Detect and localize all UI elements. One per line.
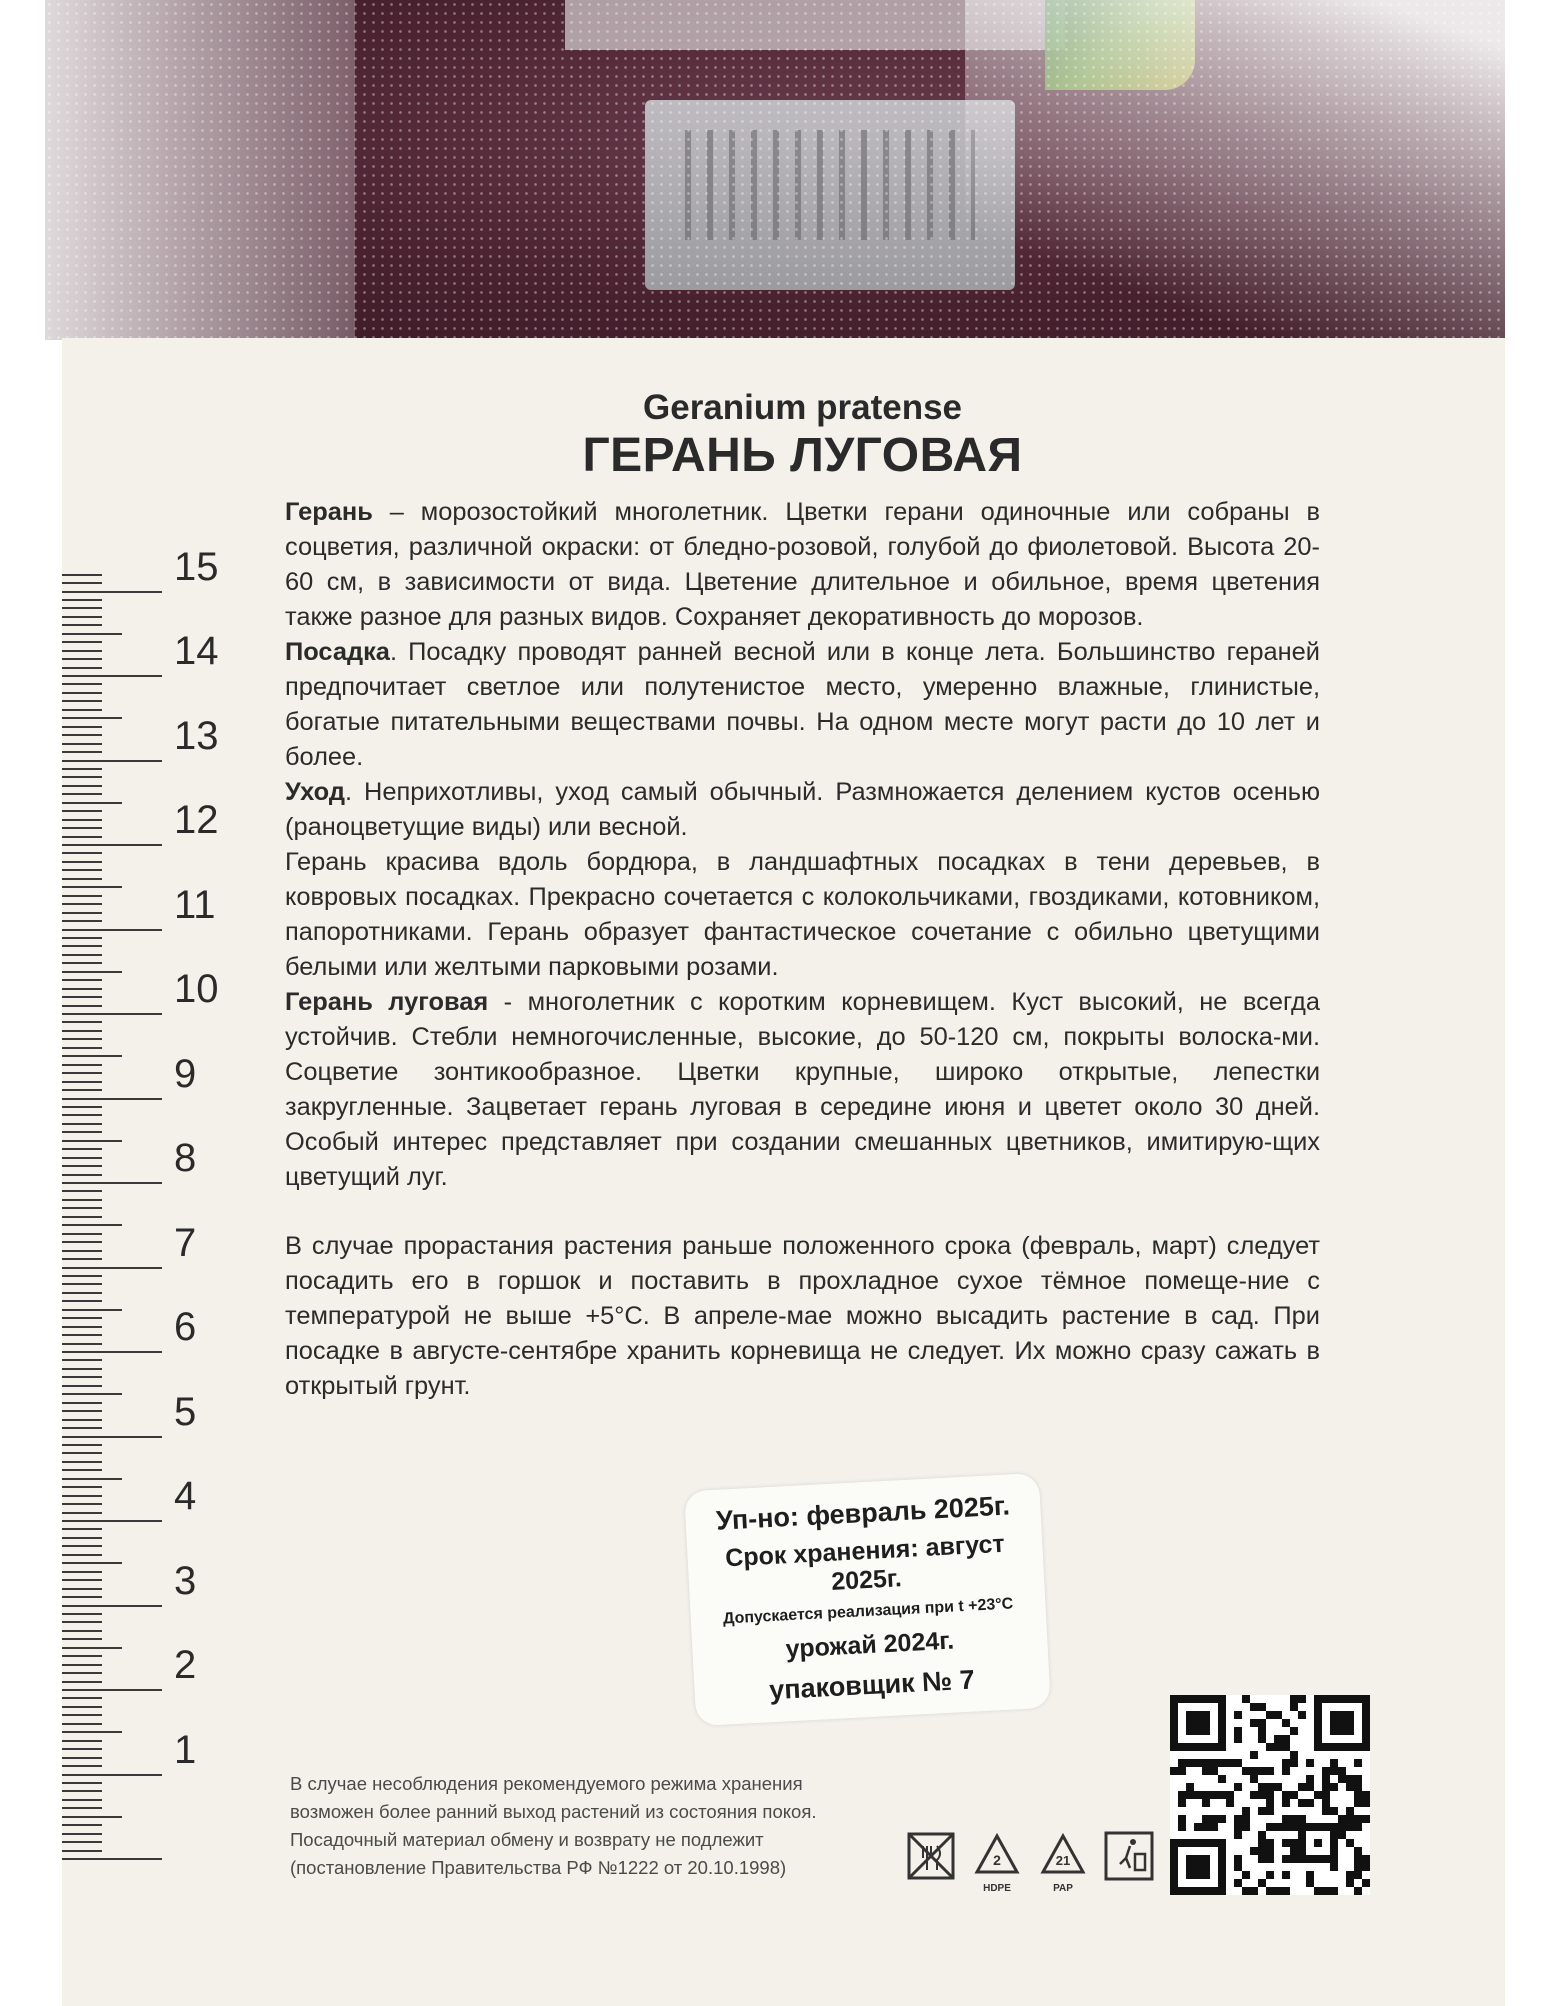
ruler-tick	[62, 607, 102, 609]
hdpe-number: 2	[993, 1852, 1001, 1868]
ruler-tick	[62, 1190, 102, 1192]
ruler-tick	[62, 1681, 102, 1683]
ruler-tick	[62, 1368, 102, 1370]
ruler-tick	[62, 1486, 102, 1488]
ruler-number: 8	[174, 1136, 197, 1180]
ruler-tick	[62, 886, 122, 888]
ruler-tick	[62, 734, 102, 736]
ruler-tick	[62, 574, 102, 576]
ruler-tick	[62, 760, 162, 762]
ruler-tick	[62, 1292, 102, 1294]
ruler-tick	[62, 1503, 102, 1505]
paragraph-species-text: - многолетник с коротким корневищем. Куст высокий, не всегда устойчив. Стебли немногочисленные, высокие, до 50-120 см, покрыты волоска-ми. Соцветие зонтикообразное. Цветки крупные, широко открытые, лепестки закругленные. Зацветает герань луговая в середине июня и цветет около 30 дней. Особый интерес представляет при создании смешанных цветников, имитирую-щих цветущий луг.	[285, 988, 1320, 1191]
ruler-tick	[62, 1131, 102, 1133]
ruler-tick	[62, 1765, 102, 1767]
ruler-tick	[62, 1638, 102, 1640]
ruler-tick	[62, 1621, 102, 1623]
ruler-tick	[62, 591, 162, 593]
ruler-tick	[62, 1376, 102, 1378]
ruler-tick	[62, 700, 102, 702]
ruler-tick	[62, 1452, 102, 1454]
ruler-tick	[62, 1461, 102, 1463]
ruler-tick	[62, 836, 102, 838]
ruler-tick	[62, 1807, 102, 1809]
ruler-tick	[62, 1824, 102, 1826]
ruler-number: 6	[174, 1305, 197, 1349]
ruler-tick	[62, 768, 102, 770]
ruler-tick	[62, 1309, 122, 1311]
ruler-tick	[62, 1140, 122, 1142]
ruler-tick	[62, 1207, 102, 1209]
paragraph-intro	[285, 495, 1320, 635]
ruler-tick	[62, 667, 102, 669]
ruler-tick	[62, 1199, 102, 1201]
ruler-tick	[62, 683, 102, 685]
ruler-tick	[62, 1233, 102, 1235]
ruler-tick	[62, 1174, 102, 1176]
recycle-pap-icon	[1037, 1830, 1089, 1894]
footer-line: В случае несоблюдения рекомендуемого режима хранения	[290, 1773, 803, 1794]
ruler-tick	[62, 1182, 162, 1184]
footer-line: возможен более ранний выход растений из состояния покоя.	[290, 1801, 817, 1822]
term-ukhod: Уход	[285, 778, 345, 806]
ruler-tick	[62, 1790, 102, 1792]
ruler-tick	[62, 1596, 102, 1598]
ruler-tick	[62, 624, 102, 626]
ruler-tick	[62, 1706, 102, 1708]
paragraph-spacer	[285, 1195, 1320, 1229]
ruler-number: 15	[174, 544, 219, 589]
legal-footer	[290, 1770, 910, 1882]
ruler-tick	[62, 1393, 122, 1395]
ruler-tick	[62, 1520, 162, 1522]
ruler-number: 11	[174, 882, 216, 927]
ruler-tick	[62, 1478, 122, 1480]
paragraph-intro-text: – морозостойкий многолетник. Цветки герани одиночные или собраны в соцветия, различной окраски: от бледно-розовой, голубой до фиолетовой. Высота 20-60 см, в зависимости от вида. Цветение длительное и обильное, время цветения также разное для разных видов. Сохраняет декоративность до морозов.	[285, 498, 1320, 631]
ruler-scale	[62, 338, 219, 2006]
term-gerany: Герань	[285, 498, 373, 526]
ruler-tick	[62, 1326, 102, 1328]
paragraph-planting-text: . Посадку проводят ранней весной или в конце лета. Большинство гераней предпочитает светлое или полутенистое место, умеренно влажные, глинистые, богатые питательными веществами почвы. На одном месте могут расти до 10 лет и более.	[285, 638, 1320, 771]
latin-name: Geranium pratense	[643, 388, 962, 427]
ruler-tick	[62, 1782, 102, 1784]
ruler-tick	[62, 1512, 102, 1514]
ruler-tick	[62, 1495, 102, 1497]
ruler-number: 3	[174, 1558, 197, 1603]
ruler-tick	[62, 1774, 162, 1776]
ruler-tick	[62, 1731, 122, 1733]
ruler-tick	[62, 1334, 102, 1336]
ruler-tick	[62, 903, 102, 905]
ruler-tick	[62, 1571, 102, 1573]
ruler-tick	[62, 1714, 102, 1716]
ruler-tick	[62, 1114, 102, 1116]
ruler-tick	[62, 1165, 102, 1167]
ruler-tick	[62, 1697, 102, 1699]
ruler-tick	[62, 1605, 162, 1607]
ruler-tick	[62, 743, 102, 745]
ruler-tick	[62, 1216, 102, 1218]
ruler-tick	[62, 810, 102, 812]
hdpe-caption: HDPE	[983, 1883, 1011, 1894]
pap-number: 21	[1055, 1853, 1071, 1868]
ruler-tick	[62, 582, 102, 584]
ruler-tick	[62, 599, 102, 601]
paragraph-species	[285, 985, 1320, 1195]
ruler-number: 13	[174, 713, 219, 758]
term-posadka: Посадка	[285, 638, 390, 666]
ruler-number: 4	[174, 1474, 197, 1518]
ruler-tick	[62, 1038, 102, 1040]
ruler-tick	[62, 616, 102, 618]
ruler-tick	[62, 650, 102, 652]
ruler-tick	[62, 852, 102, 854]
ruler-tick	[62, 996, 102, 998]
ruler-tick	[62, 962, 102, 964]
ruler-tick	[62, 1098, 162, 1100]
paragraph-early-sprouting: В случае прорастания растения раньше положенного срока (февраль, март) следует посадить его в горшок и поставить в прохладное сухое тёмное помеще-ние с температурой не выше +5°С. В апреле-мае можно высадить растение в сад. При посадке в августе-сентябре хранить корневища не следует. Их можно сразу сажать в открытый грунт.	[285, 1232, 1320, 1400]
ruler-tick	[62, 929, 162, 931]
ruler-tick	[62, 1833, 102, 1835]
ruler-tick	[62, 675, 162, 677]
ruler-tick	[62, 1359, 102, 1361]
ruler-tick	[62, 945, 102, 947]
ruler-tick	[62, 1436, 162, 1438]
ruler-number: 2	[174, 1643, 197, 1687]
ruler-tick	[62, 1275, 102, 1277]
ruler-tick	[62, 1630, 102, 1632]
ruler-tick	[62, 1469, 102, 1471]
ruler-tick	[62, 1013, 162, 1015]
ruler-tick	[62, 920, 102, 922]
ruler-tick	[62, 1089, 102, 1091]
ruler-tick	[62, 1064, 102, 1066]
footer-line: Посадочный материал обмену и возврату не подлежит	[290, 1829, 764, 1850]
ruler-tick	[62, 1723, 102, 1725]
ruler-tick	[62, 1419, 102, 1421]
ruler-tick	[62, 1588, 102, 1590]
ruler-tick	[62, 1123, 102, 1125]
ruler-tick	[62, 641, 102, 643]
ruler-number: 7	[174, 1220, 197, 1265]
ruler-tick	[62, 692, 102, 694]
ruler-tick	[62, 802, 122, 804]
ruler-tick	[62, 1081, 102, 1083]
ruler-tick	[62, 1850, 102, 1852]
ruler-tick	[62, 1689, 162, 1691]
packer-number: упаковщик № 7	[768, 1664, 976, 1706]
description-body	[285, 495, 1320, 1404]
ruler-tick	[62, 1757, 102, 1759]
trash-bin-icon	[1103, 1830, 1155, 1882]
ruler-tick	[62, 776, 102, 778]
ruler-tick	[62, 1030, 102, 1032]
ruler-tick	[62, 1283, 102, 1285]
packed-date: Уп-но: февраль 2025г.	[715, 1490, 1011, 1536]
ruler-tick	[62, 751, 102, 753]
main-content	[285, 388, 1320, 1404]
packaging-icons	[905, 1830, 1155, 1894]
ruler-tick	[62, 1545, 102, 1547]
ruler-number: 10	[174, 967, 219, 1011]
ruler-tick	[62, 895, 102, 897]
harvest-year: урожай 2024г.	[784, 1626, 955, 1664]
ruler-tick	[62, 1317, 102, 1319]
ruler-tick	[62, 1816, 122, 1818]
ruler-tick	[62, 1410, 102, 1412]
ruler-tick	[62, 1655, 102, 1657]
ruler-tick	[62, 1579, 102, 1581]
ruler-tick	[62, 937, 102, 939]
ruler-tick	[62, 844, 162, 846]
pap-caption: PAP	[1053, 1883, 1073, 1894]
ruler-tick	[62, 878, 102, 880]
ruler-tick	[62, 1748, 102, 1750]
ruler-tick	[62, 1351, 162, 1353]
ruler-tick	[62, 1613, 102, 1615]
ruler-tick	[62, 1858, 162, 1860]
ruler-tick	[62, 785, 102, 787]
paragraph-care-text: . Неприхотливы, уход самый обычный. Размножается делением кустов осенью (раноцветущие виды) или весной.	[285, 778, 1320, 841]
ruler-tick	[62, 1072, 102, 1074]
ruler-tick	[62, 1148, 102, 1150]
ruler-tick	[62, 1385, 102, 1387]
recycle-hdpe-icon	[971, 1830, 1023, 1894]
ruler-tick	[62, 1300, 102, 1302]
ruler-tick	[62, 1647, 122, 1649]
plastic-dot-texture	[45, 0, 1505, 340]
term-gerany-lugovaya: Герань луговая	[285, 988, 489, 1016]
ruler-tick	[62, 1528, 102, 1530]
ruler-tick	[62, 709, 102, 711]
ruler-tick	[62, 861, 102, 863]
ruler-tick	[62, 1224, 122, 1226]
ruler-number: 14	[174, 629, 219, 673]
ruler-tick	[62, 1250, 102, 1252]
ruler-tick	[62, 1021, 102, 1023]
ruler-number: 1	[174, 1727, 197, 1772]
ruler-tick	[62, 971, 122, 973]
date-stamp-label	[684, 1473, 1051, 1726]
ruler-tick	[62, 1055, 122, 1057]
russian-name: ГЕРАНЬ ЛУГОВАЯ	[582, 429, 1023, 482]
ruler-tick	[62, 1740, 102, 1742]
ruler-number: 9	[174, 1051, 197, 1096]
qr-code[interactable]	[1170, 1695, 1370, 1895]
ruler-tick	[62, 1241, 102, 1243]
ruler-tick	[62, 1258, 102, 1260]
ruler-tick	[62, 1047, 102, 1049]
ruler-tick	[62, 1841, 102, 1843]
ruler-tick	[62, 954, 102, 956]
seed-bag-photo	[45, 0, 1505, 340]
no-food-contact-icon	[905, 1830, 957, 1882]
ruler-tick	[62, 869, 102, 871]
ruler-tick	[62, 1267, 162, 1269]
ruler-number: 5	[174, 1389, 197, 1434]
sale-temperature-note: Допускается реализация при t +23°С	[722, 1595, 1014, 1628]
ruler-tick	[62, 988, 102, 990]
ruler-tick	[62, 1444, 102, 1446]
ruler-tick	[62, 1554, 102, 1556]
ruler-tick	[62, 1157, 102, 1159]
ruler-tick	[62, 1427, 102, 1429]
paragraph-planting	[285, 635, 1320, 775]
ruler-tick	[62, 793, 102, 795]
ruler-tick	[62, 717, 122, 719]
ruler-tick	[62, 1799, 102, 1801]
ruler-tick	[62, 1537, 102, 1539]
ruler-tick	[62, 1672, 102, 1674]
ruler-tick	[62, 658, 102, 660]
paragraph-care	[285, 775, 1320, 845]
ruler-tick	[62, 819, 102, 821]
ruler-tick	[62, 827, 102, 829]
ruler-tick	[62, 726, 102, 728]
paragraph-usage: Герань красива вдоль бордюра, в ландшафтных посадках в тени деревьев, в ковровых посадках. Прекрасно сочетается с колокольчиками, гвоздиками, котовником, папоротниками. Герань образует фантастическое сочетание с обильно цветущими белыми или желтыми парковыми розами.	[285, 848, 1320, 981]
shelf-life: Срок хранения: август 2025г.	[724, 1529, 1006, 1596]
footer-line: (постановление Правительства РФ №1222 от 20.10.1998)	[290, 1857, 787, 1878]
ruler-number: 12	[174, 798, 219, 842]
ruler-tick	[62, 633, 122, 635]
ruler-tick	[62, 1106, 102, 1108]
ruler-tick	[62, 1005, 102, 1007]
ruler-tick	[62, 979, 102, 981]
ruler-tick	[62, 1343, 102, 1345]
ruler-tick	[62, 912, 102, 914]
ruler-tick	[62, 1562, 122, 1564]
ruler-tick	[62, 1664, 102, 1666]
ruler-tick	[62, 1402, 102, 1404]
